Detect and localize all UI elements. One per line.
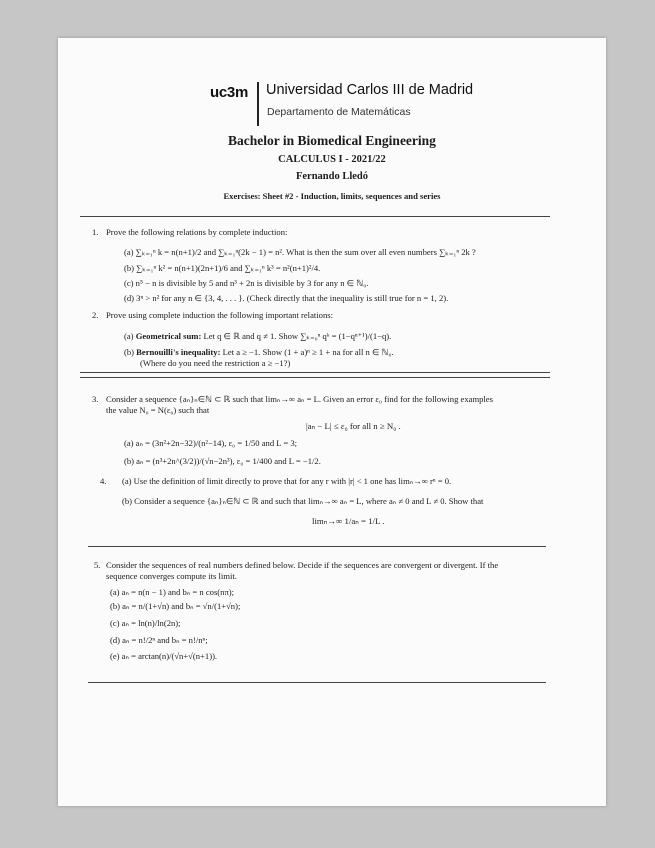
exercise-3-text-2: the value N₀ = N(ε₀) such that	[106, 405, 210, 415]
exercise-5d: (d) aₙ = n!/2ⁿ and bₙ = n!/nⁿ;	[110, 635, 208, 645]
geometrical-sum-text: Let q ∈ ℝ and q ≠ 1. Show ∑ₖ₌₀ⁿ qᵏ = (1−qⁿ⁺¹)/(1−q).	[203, 331, 392, 341]
exercise-1d: (d) 3ⁿ > n² for any n ∈ {3, 4, . . . }. (Check directly that the inequality is still true for n = 1, 2).	[124, 293, 449, 303]
divider	[88, 546, 546, 547]
exercise-3-display-formula: |aₙ − L| ≤ ε₀ for all n ≥ N₀ .	[306, 421, 401, 431]
exercise-5a: (a) aₙ = n(n − 1) and bₙ = n cos(nπ);	[110, 587, 235, 597]
divider	[88, 682, 546, 683]
exercise-2b-note: (Where do you need the restriction a ≥ −1?)	[140, 358, 291, 368]
exercise-1a: (a) ∑ₖ₌₁ⁿ k = n(n+1)/2 and ∑ₖ₌₁ⁿ(2k − 1) = n². What is then the sum over all even numbers ∑ₖ₌₁ⁿ 2k ?	[124, 247, 476, 257]
author-name: Fernando Lledó	[295, 171, 369, 182]
bernoulli-title: Bernouilli's inequality:	[136, 347, 221, 357]
exercise-5c: (c) aₙ = ln(n)/ln(2n);	[110, 618, 181, 628]
sheet-subtitle: Exercises: Sheet #2 - Induction, limits, sequences and series	[223, 191, 441, 201]
exercise-3-text-1: Consider a sequence {aₙ}ₙ∈ℕ ⊂ ℝ such that limₙ→∞ aₙ = L. Given an error ε₀ find for the following examples	[106, 394, 493, 404]
exercise-1c: (c) n⁵ − n is divisible by 5 and n³ + 2n is divisible by 3 for any n ∈ ℕ₀.	[124, 278, 369, 288]
exercise-2b: (b) Bernouilli's inequality: Let a ≥ −1. Show (1 + a)ⁿ ≥ 1 + na for all n ∈ ℕ₀.	[124, 347, 394, 357]
exercise-5-number: 5.	[94, 560, 101, 570]
department-name: Departamento de Matemáticas	[267, 106, 411, 118]
bernoulli-text: Let a ≥ −1. Show (1 + a)ⁿ ≥ 1 + na for all n ∈ ℕ₀.	[222, 347, 394, 357]
exercise-2a: (a) Geometrical sum: Let q ∈ ℝ and q ≠ 1. Show ∑ₖ₌₀ⁿ qᵏ = (1−qⁿ⁺¹)/(1−q).	[124, 331, 392, 341]
exercise-4-display-formula: limₙ→∞ 1/aₙ = 1/L .	[312, 516, 385, 526]
document-page	[58, 38, 606, 806]
exercise-5e: (e) aₙ = arctan(n)/(√n+√(n+1)).	[110, 651, 218, 661]
page-title: Bachelor in Biomedical Engineering	[228, 133, 436, 148]
divider	[80, 216, 550, 217]
geometrical-sum-title: Geometrical sum:	[135, 331, 202, 341]
logo-mark: uc3m	[210, 84, 248, 101]
divider	[80, 372, 550, 373]
exercise-3b: (b) aₙ = (n³+2n^(3/2))/(√n−2n³), ε₀ = 1/400 and L = −1/2.	[124, 456, 321, 466]
exercise-2-number: 2.	[92, 310, 99, 320]
university-name: Universidad Carlos III de Madrid	[266, 82, 474, 98]
exercise-3-number: 3.	[92, 394, 99, 404]
exercise-5b: (b) aₙ = n/(1+√n) and bₙ = √n/(1+√n);	[110, 601, 241, 611]
exercise-1-text: Prove the following relations by complete induction:	[106, 227, 288, 237]
course-name: CALCULUS I - 2021/22	[278, 154, 386, 165]
exercise-4b: (b) Consider a sequence {aₙ}ₙ∈ℕ ⊂ ℝ and such that limₙ→∞ aₙ = L, where aₙ ≠ 0 and L ≠ 0. Show that	[122, 496, 484, 506]
exercise-3a: (a) aₙ = (3n²+2n−32)/(n²−14), ε₀ = 1/50 and L = 3;	[124, 438, 298, 448]
exercise-1-number: 1.	[92, 227, 99, 237]
exercise-5-text-2: sequence converges compute its limit.	[106, 571, 237, 581]
exercise-4a: (a) Use the definition of limit directly to prove that for any r with |r| < 1 one has limₙ→∞ rⁿ = 0.	[122, 476, 452, 486]
exercise-4-number: 4.	[100, 476, 107, 486]
exercise-2-text: Prove using complete induction the following important relations:	[106, 310, 333, 320]
divider	[80, 377, 550, 378]
exercise-5-text-1: Consider the sequences of real numbers defined below. Decide if the sequences are convergent or divergent. If the	[106, 560, 499, 570]
logo-divider	[257, 82, 259, 126]
exercise-1b: (b) ∑ₖ₌₁ⁿ k² = n(n+1)(2n+1)/6 and ∑ₖ₌₁ⁿ k³ = n²(n+1)²/4.	[124, 263, 321, 273]
